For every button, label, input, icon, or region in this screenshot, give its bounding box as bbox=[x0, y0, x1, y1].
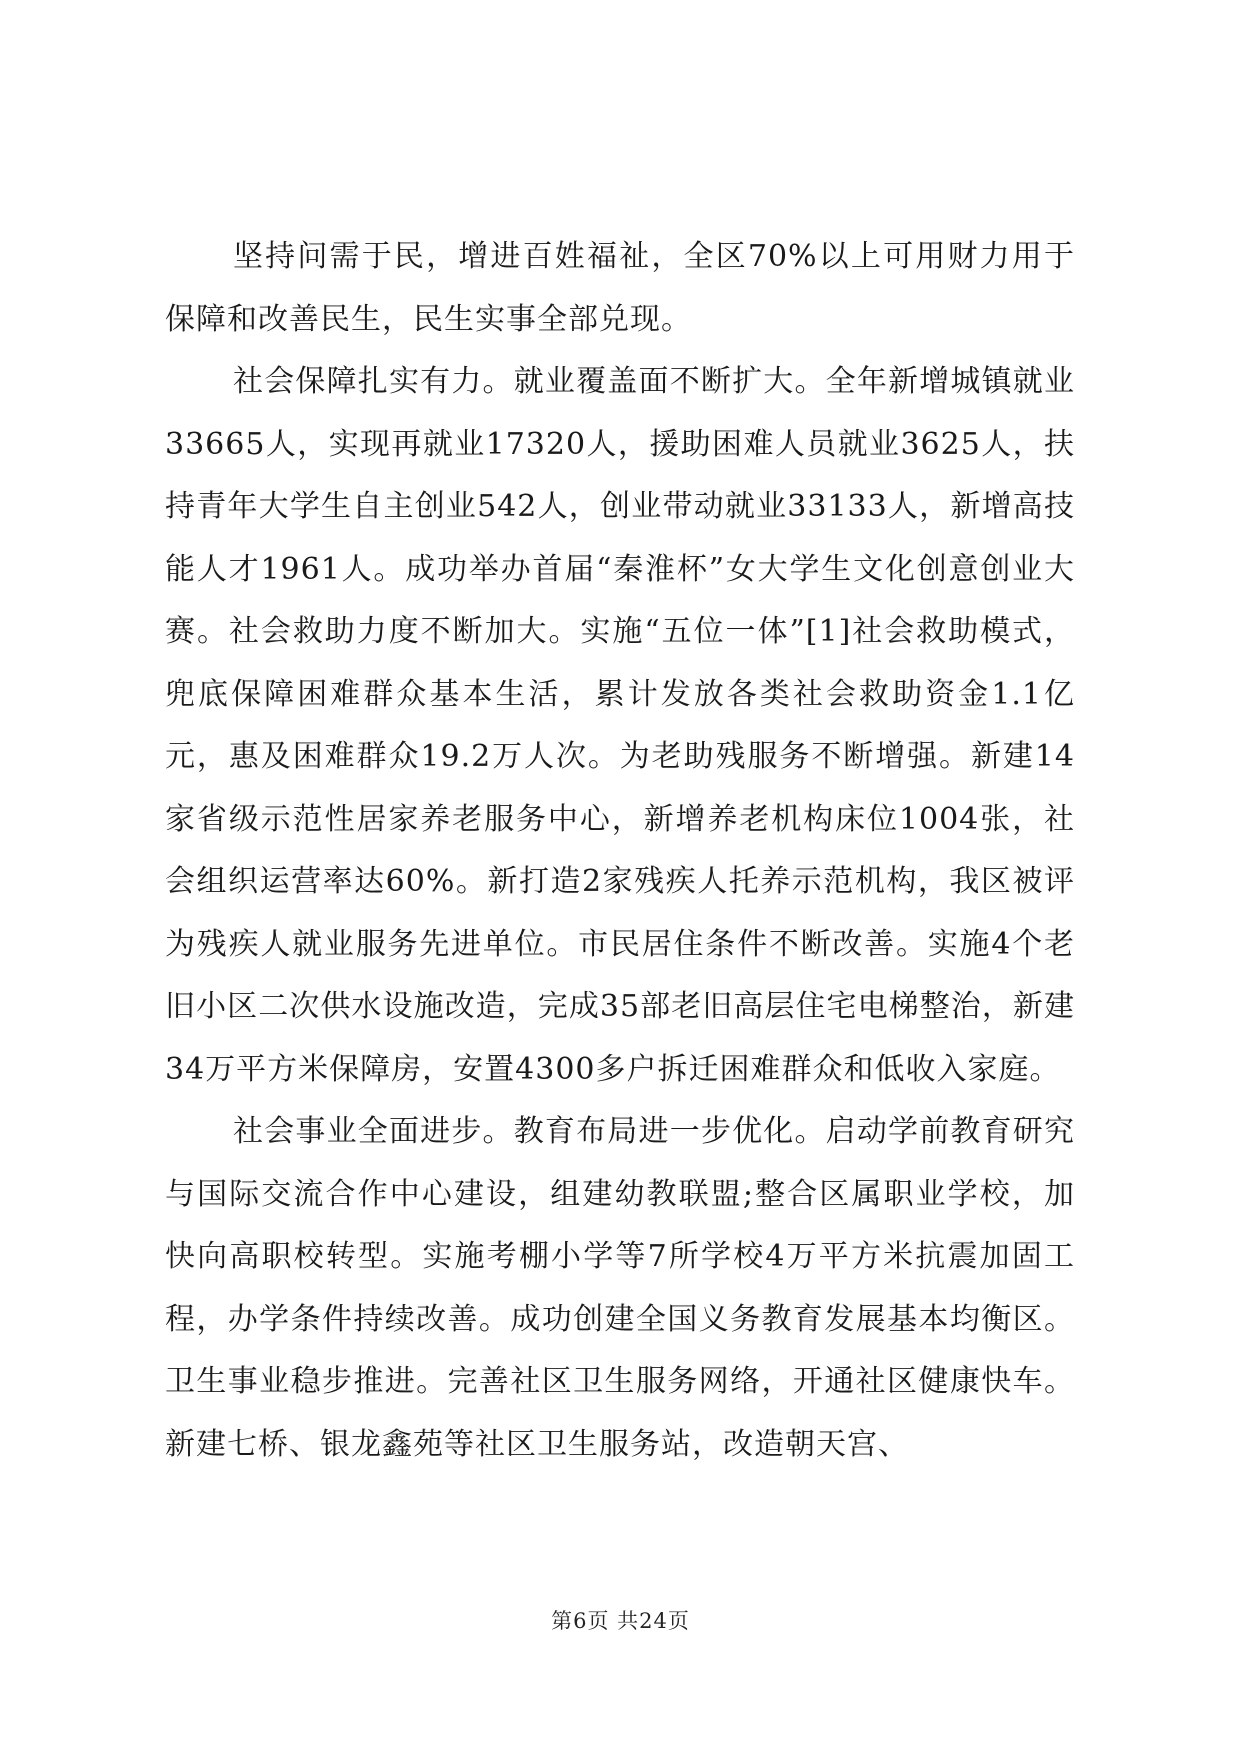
paragraph-social-security: 社会保障扎实有力。就业覆盖面不断扩大。全年新增城镇就业33665人，实现再就业17320人，援助困难人员就业3625人，扶持青年大学生自主创业542人，创业带动就业33133人，新增高技能人才1961人。成功举办首届“秦淮杯”女大学生文化创意创业大赛。社会救助力度不断加大。实施“五位一体”[1]社会救助模式，兜底保障困难群众基本生活，累计发放各类社会救助资金1.1亿元，惠及困难群众19.2万人次。为老助残服务不断增强。新建14家省级示范性居家养老服务中心，新增养老机构床位1004张，社会组织运营率达60%。新打造2家残疾人托养示范机构，我区被评为残疾人就业服务先进单位。市民居住条件不断改善。实施4个老旧小区二次供水设施改造，完成35部老旧高层住宅电梯整治，新建34万平方米保障房，安置4300多户拆迁困难群众和低收入家庭。 bbox=[165, 364, 1075, 1087]
document-body bbox=[165, 226, 1075, 1476]
paragraph-social-undertakings: 社会事业全面进步。教育布局进一步优化。启动学前教育研究与国际交流合作中心建设，组建幼教联盟;整合区属职业学校，加快向高职校转型。实施考棚小学等7所学校4万平方米抗震加固工程，办学条件持续改善。成功创建全国义务教育发展基本均衡区。卫生事业稳步推进。完善社区卫生服务网络，开通社区健康快车。新建七桥、银龙鑫苑等社区卫生服务站，改造朝天宫、 bbox=[165, 1114, 1075, 1462]
page-number-label: 第6页 共24页 bbox=[551, 1609, 690, 1633]
paragraph-livelihood: 坚持问需于民，增进百姓福祉，全区70%以上可用财力用于保障和改善民生，民生实事全部兑现。 bbox=[165, 239, 1075, 337]
page-footer bbox=[0, 1606, 1241, 1636]
